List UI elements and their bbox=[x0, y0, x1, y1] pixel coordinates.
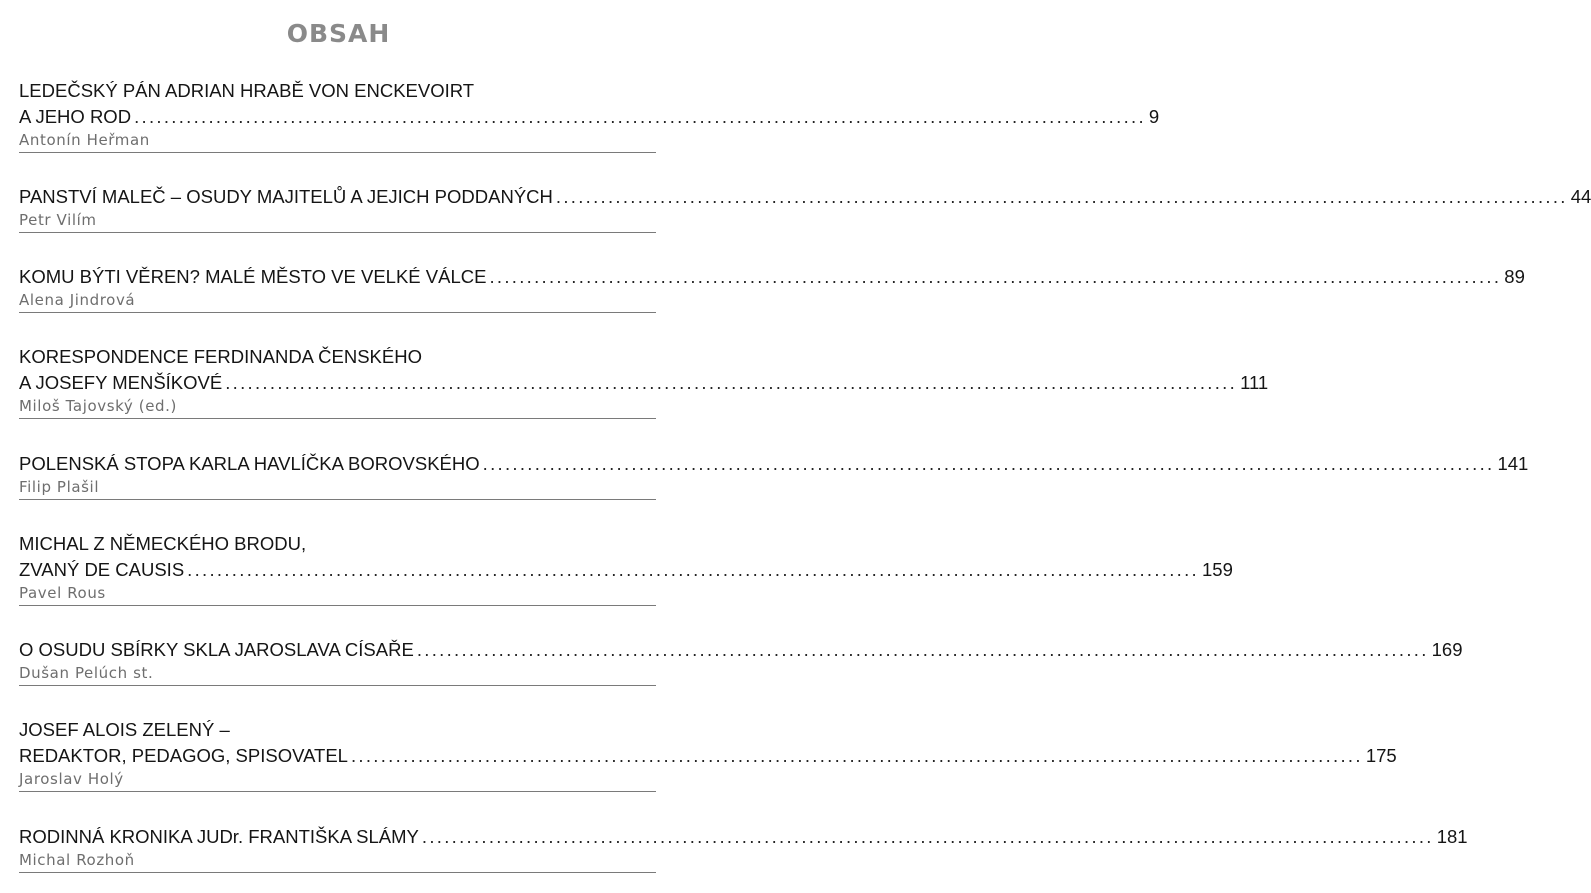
entry-title: RODINNÁ KRONIKA JUDr. FRANTIŠKA SLÁMY bbox=[19, 826, 419, 847]
page-number: 159 bbox=[1202, 559, 1233, 580]
entry-author: Petr Vilím bbox=[19, 211, 97, 229]
dot-leader: ........................................................................................................................................ bbox=[489, 266, 1502, 287]
entry-title-line bbox=[19, 264, 1525, 290]
entry-title: A JOSEFY MENŠÍKOVÉ bbox=[19, 372, 223, 393]
entry-title: POLENSKÁ STOPA KARLA HAVLÍČKA BOROVSKÉHO bbox=[19, 453, 480, 474]
dot-leader: ........................................................................................................................................ bbox=[416, 639, 1429, 660]
entry-title: JOSEF ALOIS ZELENÝ – bbox=[19, 719, 230, 740]
entry-title: PANSTVÍ MALEČ – OSUDY MAJITELŮ A JEJICH PODDANÝCH bbox=[19, 186, 553, 207]
entry-title: LEDEČSKÝ PÁN ADRIAN HRABĚ VON ENCKEVOIRT bbox=[19, 80, 475, 101]
page-title: OBSAH bbox=[286, 19, 391, 48]
toc-entry[interactable] bbox=[19, 78, 1160, 153]
entry-author: Antonín Heřman bbox=[19, 131, 150, 149]
entry-title-line bbox=[19, 184, 1591, 210]
dot-leader: ........................................................................................................................................ bbox=[421, 826, 1434, 847]
toc-entry[interactable] bbox=[19, 264, 1525, 313]
entry-title-line bbox=[19, 370, 1269, 396]
page-number: 169 bbox=[1431, 639, 1463, 660]
entry-author: Miloš Tajovský (ed.) bbox=[19, 397, 177, 415]
page-number: 141 bbox=[1497, 453, 1529, 474]
dot-leader: ........................................................................................................................................ bbox=[555, 186, 1568, 207]
entry-title: KORESPONDENCE FERDINANDA ČENSKÉHO bbox=[19, 346, 422, 367]
entry-title-line bbox=[19, 531, 656, 557]
entry-title-line bbox=[19, 557, 1233, 583]
page-number: 9 bbox=[1148, 106, 1160, 127]
dot-leader: ........................................................................................................................................ bbox=[225, 372, 1238, 393]
page-number: 175 bbox=[1365, 745, 1397, 766]
page-number: 111 bbox=[1240, 372, 1269, 393]
toc-entry[interactable] bbox=[19, 824, 1468, 873]
entry-title: ZVANÝ DE CAUSIS bbox=[19, 559, 185, 580]
entry-title-line bbox=[19, 104, 1160, 130]
dot-leader: ........................................................................................................................................ bbox=[482, 453, 1495, 474]
page-number: 89 bbox=[1504, 266, 1525, 287]
toc-entry[interactable] bbox=[19, 637, 1463, 686]
entry-title: REDAKTOR, PEDAGOG, SPISOVATEL bbox=[19, 745, 348, 766]
entry-title-line bbox=[19, 344, 656, 370]
entry-author: Michal Rozhoň bbox=[19, 851, 135, 869]
entry-title: A JEHO ROD bbox=[19, 106, 132, 127]
toc-entry[interactable] bbox=[19, 451, 1529, 500]
entry-title: KOMU BÝTI VĚREN? MALÉ MĚSTO VE VELKÉ VÁLCE bbox=[19, 266, 487, 287]
entry-author: Filip Plašil bbox=[19, 478, 100, 496]
entry-author: Jaroslav Holý bbox=[19, 770, 124, 788]
dot-leader: ........................................................................................................................................ bbox=[134, 106, 1146, 127]
page-number: 181 bbox=[1436, 826, 1468, 847]
dot-leader: ........................................................................................................................................ bbox=[350, 745, 1363, 766]
entry-author: Dušan Pelúch st. bbox=[19, 664, 154, 682]
entry-title: MICHAL Z NĚMECKÉHO BRODU, bbox=[19, 533, 307, 554]
page-number: 44 bbox=[1570, 186, 1591, 207]
dot-leader: ........................................................................................................................................ bbox=[187, 559, 1199, 580]
toc-entry[interactable] bbox=[19, 531, 1233, 606]
entry-title: O OSUDU SBÍRKY SKLA JAROSLAVA CÍSAŘE bbox=[19, 639, 414, 660]
entry-title-line bbox=[19, 78, 656, 104]
entry-title-line bbox=[19, 717, 656, 743]
entry-title-line bbox=[19, 743, 1397, 769]
entry-title-line bbox=[19, 637, 1463, 663]
entry-title-line bbox=[19, 451, 1529, 477]
entry-author: Pavel Rous bbox=[19, 584, 106, 602]
toc-entry[interactable] bbox=[19, 184, 1591, 233]
entry-author: Alena Jindrová bbox=[19, 291, 136, 309]
entry-title-line bbox=[19, 824, 1468, 850]
toc-entry[interactable] bbox=[19, 344, 1269, 419]
toc-entry[interactable] bbox=[19, 717, 1397, 792]
